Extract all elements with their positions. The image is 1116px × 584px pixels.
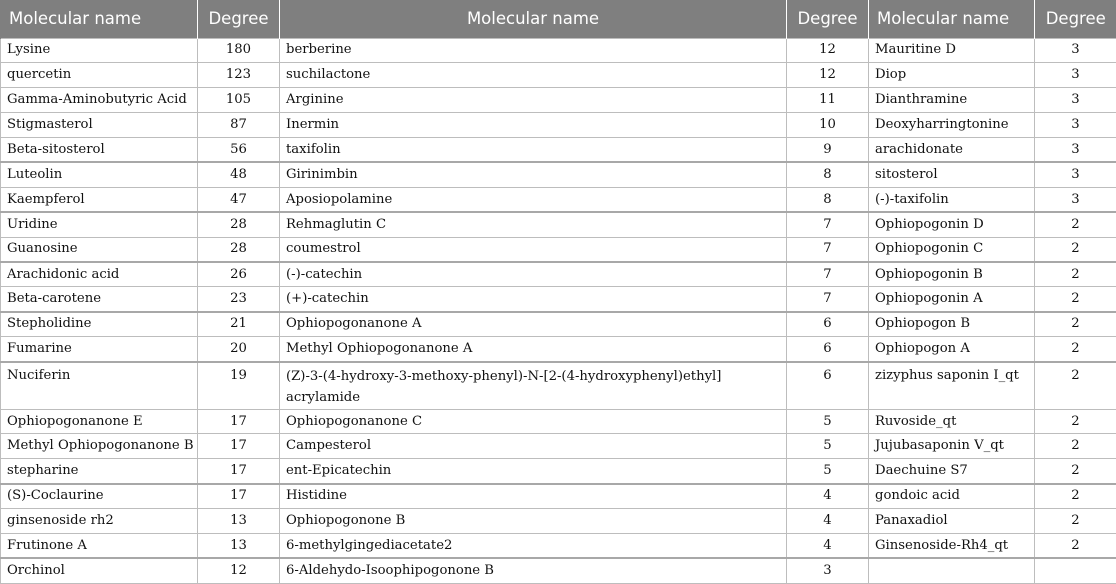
molecule-name-cell: taxifolin (280, 138, 787, 163)
table-row (1, 138, 1116, 163)
molecule-name-cell: ginsenoside rh2 (1, 509, 198, 534)
table-row (1, 162, 1116, 187)
table-row (1, 287, 1116, 312)
molecule-name-cell: Girinimbin (280, 162, 787, 187)
table-row (1, 459, 1116, 484)
molecule-name-cell: berberine (280, 38, 787, 63)
header-row (1, 0, 1116, 38)
molecule-name-cell: Ruvoside_qt (869, 409, 1035, 434)
degree-cell: 8 (787, 187, 869, 212)
degree-cell: 7 (787, 237, 869, 262)
table-row (1, 262, 1116, 287)
degree-cell: 180 (198, 38, 280, 63)
molecule-name-cell: Ophiopogon A (869, 337, 1035, 362)
molecule-name-cell: Deoxyharringtonine (869, 113, 1035, 138)
header-degree-3: Degree (1035, 0, 1116, 38)
degree-cell: 17 (198, 409, 280, 434)
molecule-name-cell: Fumarine (1, 337, 198, 362)
molecule-name-cell: zizyphus saponin I_qt (869, 362, 1035, 410)
degree-cell: 6 (787, 337, 869, 362)
degree-cell: 56 (198, 138, 280, 163)
molecule-name-cell: (S)-Coclaurine (1, 484, 198, 509)
molecule-name-cell: ent-Epicatechin (280, 459, 787, 484)
degree-cell: 13 (198, 534, 280, 559)
molecule-name-cell: (-)-catechin (280, 262, 787, 287)
degree-cell: 3 (1035, 187, 1116, 212)
table-row (1, 409, 1116, 434)
degree-cell: 5 (787, 459, 869, 484)
degree-cell: 7 (787, 287, 869, 312)
molecule-name-cell: Kaempferol (1, 187, 198, 212)
degree-cell: 2 (1035, 237, 1116, 262)
degree-cell: 2 (1035, 312, 1116, 337)
degree-cell: 20 (198, 337, 280, 362)
header-molecular-name-1: Molecular name (1, 0, 198, 38)
degree-cell: 2 (1035, 409, 1116, 434)
table-row (1, 212, 1116, 237)
degree-cell: 2 (1035, 434, 1116, 459)
molecule-name-cell: Stepholidine (1, 312, 198, 337)
molecule-name-cell: (-)-taxifolin (869, 187, 1035, 212)
molecule-name-cell: Diop (869, 63, 1035, 88)
degree-cell: 6 (787, 312, 869, 337)
degree-cell: 87 (198, 113, 280, 138)
degree-cell: 12 (198, 558, 280, 583)
molecule-name-cell: Methyl Ophiopogonanone A (280, 337, 787, 362)
molecule-name-cell: Beta-sitosterol (1, 138, 198, 163)
molecule-name-cell: Aposiopolamine (280, 187, 787, 212)
degree-cell: 28 (198, 212, 280, 237)
molecule-name-cell: Ophiopogonanone C (280, 409, 787, 434)
molecule-name-cell: Gamma-Aminobutyric Acid (1, 88, 198, 113)
molecule-name-cell: Ophiopogonin A (869, 287, 1035, 312)
molecule-name-cell: Uridine (1, 212, 198, 237)
table-row (1, 434, 1116, 459)
molecule-name-cell: Ophiopogonanone E (1, 409, 198, 434)
molecule-name-cell: Daechuine S7 (869, 459, 1035, 484)
header-degree-1: Degree (198, 0, 280, 38)
table-row (1, 38, 1116, 63)
degree-cell: 2 (1035, 509, 1116, 534)
molecule-name-cell: Mauritine D (869, 38, 1035, 63)
degree-cell: 7 (787, 212, 869, 237)
molecule-name-cell: (+)-catechin (280, 287, 787, 312)
molecule-name-cell: Ophiopogonin C (869, 237, 1035, 262)
degree-cell: 2 (1035, 262, 1116, 287)
degree-cell: 12 (787, 63, 869, 88)
degree-cell: 9 (787, 138, 869, 163)
degree-cell: 48 (198, 162, 280, 187)
molecule-name-cell: Guanosine (1, 237, 198, 262)
molecule-name-cell: coumestrol (280, 237, 787, 262)
table-row (1, 484, 1116, 509)
degree-cell: 47 (198, 187, 280, 212)
degree-cell: 123 (198, 63, 280, 88)
degree-cell: 2 (1035, 287, 1116, 312)
degree-cell: 17 (198, 459, 280, 484)
molecule-name-cell: Ophiopogonin B (869, 262, 1035, 287)
molecule-name-cell: Ophiopogon B (869, 312, 1035, 337)
degree-cell (1035, 558, 1116, 583)
molecule-name-cell: Methyl Ophiopogonanone B (1, 434, 198, 459)
degree-cell: 2 (1035, 212, 1116, 237)
molecule-name-cell: Ophiopogonanone A (280, 312, 787, 337)
degree-cell: 3 (1035, 63, 1116, 88)
degree-cell: 12 (787, 38, 869, 63)
degree-cell: 7 (787, 262, 869, 287)
molecule-name-cell: (Z)-3-(4-hydroxy-3-methoxy-phenyl)-N-[2-(4-hydroxyphenyl)ethyl] acrylamide (280, 362, 787, 410)
table-row (1, 534, 1116, 559)
table-row (1, 63, 1116, 88)
table-row (1, 362, 1116, 410)
molecule-name-cell: Arginine (280, 88, 787, 113)
molecule-name-cell: Campesterol (280, 434, 787, 459)
degree-cell: 21 (198, 312, 280, 337)
molecule-name-cell: Beta-carotene (1, 287, 198, 312)
molecule-name-cell: Lysine (1, 38, 198, 63)
molecule-name-cell: Luteolin (1, 162, 198, 187)
degree-cell: 4 (787, 484, 869, 509)
degree-cell: 3 (1035, 38, 1116, 63)
table-row (1, 237, 1116, 262)
degree-cell: 3 (1035, 113, 1116, 138)
degree-cell: 2 (1035, 534, 1116, 559)
table-row (1, 113, 1116, 138)
degree-cell: 5 (787, 434, 869, 459)
degree-cell: 5 (787, 409, 869, 434)
molecule-name-cell: Nuciferin (1, 362, 198, 410)
degree-cell: 17 (198, 434, 280, 459)
table-row (1, 88, 1116, 113)
degree-cell: 2 (1035, 459, 1116, 484)
table-row (1, 558, 1116, 583)
header-degree-2: Degree (787, 0, 869, 38)
molecule-name-cell: Arachidonic acid (1, 262, 198, 287)
degree-cell: 2 (1035, 337, 1116, 362)
molecule-name-cell: Histidine (280, 484, 787, 509)
degree-cell: 3 (1035, 88, 1116, 113)
degree-cell: 8 (787, 162, 869, 187)
molecule-name-cell: Ginsenoside-Rh4_qt (869, 534, 1035, 559)
degree-cell: 2 (1035, 484, 1116, 509)
molecule-name-cell: Inermin (280, 113, 787, 138)
molecule-name-cell: Ophiopogonin D (869, 212, 1035, 237)
molecule-name-cell: stepharine (1, 459, 198, 484)
degree-cell: 3 (787, 558, 869, 583)
header-molecular-name-2: Molecular name (280, 0, 787, 38)
table-row (1, 509, 1116, 534)
molecule-name-cell: Stigmasterol (1, 113, 198, 138)
header-molecular-name-3: Molecular name (869, 0, 1035, 38)
degree-cell: 28 (198, 237, 280, 262)
molecule-name-cell: suchilactone (280, 63, 787, 88)
degree-cell: 2 (1035, 362, 1116, 410)
molecule-name-cell: Ophiopogonone B (280, 509, 787, 534)
degree-cell: 3 (1035, 138, 1116, 163)
molecule-name-cell: gondoic acid (869, 484, 1035, 509)
degree-cell: 4 (787, 509, 869, 534)
molecule-name-cell: Dianthramine (869, 88, 1035, 113)
table-row (1, 187, 1116, 212)
table-row (1, 312, 1116, 337)
degree-cell: 10 (787, 113, 869, 138)
molecule-name-cell: Panaxadiol (869, 509, 1035, 534)
molecule-name-cell (869, 558, 1035, 583)
molecule-name-cell: sitosterol (869, 162, 1035, 187)
degree-cell: 19 (198, 362, 280, 410)
degree-cell: 3 (1035, 162, 1116, 187)
molecule-name-cell: quercetin (1, 63, 198, 88)
degree-cell: 4 (787, 534, 869, 559)
molecule-name-cell: 6-Aldehydo-Isoophipogonone B (280, 558, 787, 583)
molecule-name-cell: Rehmaglutin C (280, 212, 787, 237)
degree-cell: 26 (198, 262, 280, 287)
molecule-name-cell: 6-methylgingediacetate2 (280, 534, 787, 559)
degree-cell: 13 (198, 509, 280, 534)
degree-cell: 17 (198, 484, 280, 509)
molecule-name-cell: arachidonate (869, 138, 1035, 163)
degree-cell: 6 (787, 362, 869, 410)
degree-cell: 105 (198, 88, 280, 113)
molecule-name-cell: Frutinone A (1, 534, 198, 559)
table-row (1, 337, 1116, 362)
molecule-name-cell: Jujubasaponin V_qt (869, 434, 1035, 459)
degree-cell: 23 (198, 287, 280, 312)
molecule-name-cell: Orchinol (1, 558, 198, 583)
degree-cell: 11 (787, 88, 869, 113)
